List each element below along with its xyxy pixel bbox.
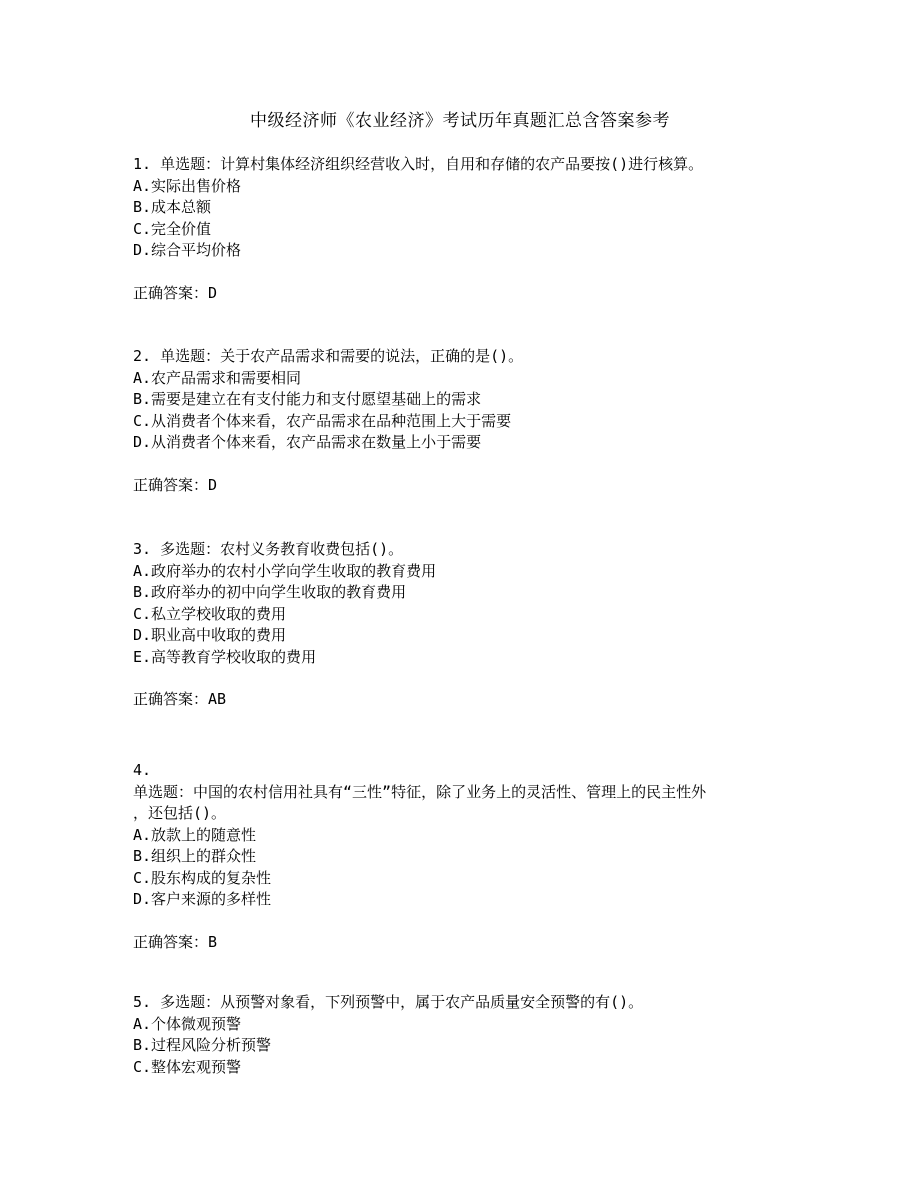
option-e: E.高等教育学校收取的费用 <box>133 647 317 666</box>
option-a: A.放款上的随意性 <box>133 825 257 844</box>
option-b: B.过程风险分析预警 <box>133 1036 272 1054</box>
question-stem: 单选题：中国的农村信用社具有“三性”特征，除了业务上的灵活性、管理上的民主性外 <box>133 782 707 801</box>
page-title: 中级经济师《农业经济》考试历年真题汇总含答案参考 <box>250 111 670 131</box>
option-a: A.实际出售价格 <box>133 176 242 195</box>
option-a: A.政府举办的农村小学向学生收取的教育费用 <box>133 561 437 580</box>
option-c: C.整体宏观预警 <box>133 1057 242 1076</box>
correct-answer: 正确答案：B <box>133 932 218 951</box>
option-d: D.综合平均价格 <box>133 241 242 259</box>
question-stem-continued: ，还包括()。 <box>133 804 227 822</box>
option-b: B.需要是建立在有支付能力和支付愿望基础上的需求 <box>133 390 482 408</box>
option-d: D.客户来源的多样性 <box>133 890 272 908</box>
question-4 <box>133 760 793 953</box>
question-stem: 1. 单选题：计算村集体经济组织经营收入时，自用和存储的农产品要按()进行核算。 <box>133 155 704 173</box>
question-number: 4. <box>133 761 152 779</box>
option-c: C.私立学校收取的费用 <box>133 604 287 623</box>
option-b: B.成本总额 <box>133 198 212 216</box>
question-3 <box>133 539 793 711</box>
question-stem: 5. 多选题：从预警对象看，下列预警中，属于农产品质量安全预警的有()。 <box>133 993 644 1011</box>
option-c: C.从消费者个体来看，农产品需求在品种范围上大于需要 <box>133 411 512 430</box>
question-stem: 3. 多选题：农村义务教育收费包括()。 <box>133 540 404 558</box>
option-d: D.职业高中收取的费用 <box>133 626 287 644</box>
option-a: A.个体微观预警 <box>133 1014 242 1033</box>
correct-answer: 正确答案：D <box>133 475 218 494</box>
question-2 <box>133 346 793 496</box>
option-a: A.农产品需求和需要相同 <box>133 368 302 387</box>
correct-answer: 正确答案：AB <box>133 690 227 708</box>
option-c: C.完全价值 <box>133 219 212 238</box>
option-d: D.从消费者个体来看，农产品需求在数量上小于需要 <box>133 433 482 451</box>
option-b: B.组织上的群众性 <box>133 847 257 865</box>
option-b: B.政府举办的初中向学生收取的教育费用 <box>133 583 407 601</box>
option-c: C.股东构成的复杂性 <box>133 868 272 887</box>
question-stem: 2. 单选题：关于农产品需求和需要的说法，正确的是()。 <box>133 347 524 365</box>
question-5 <box>133 992 793 1078</box>
question-1 <box>133 154 793 304</box>
correct-answer: 正确答案：D <box>133 283 218 302</box>
